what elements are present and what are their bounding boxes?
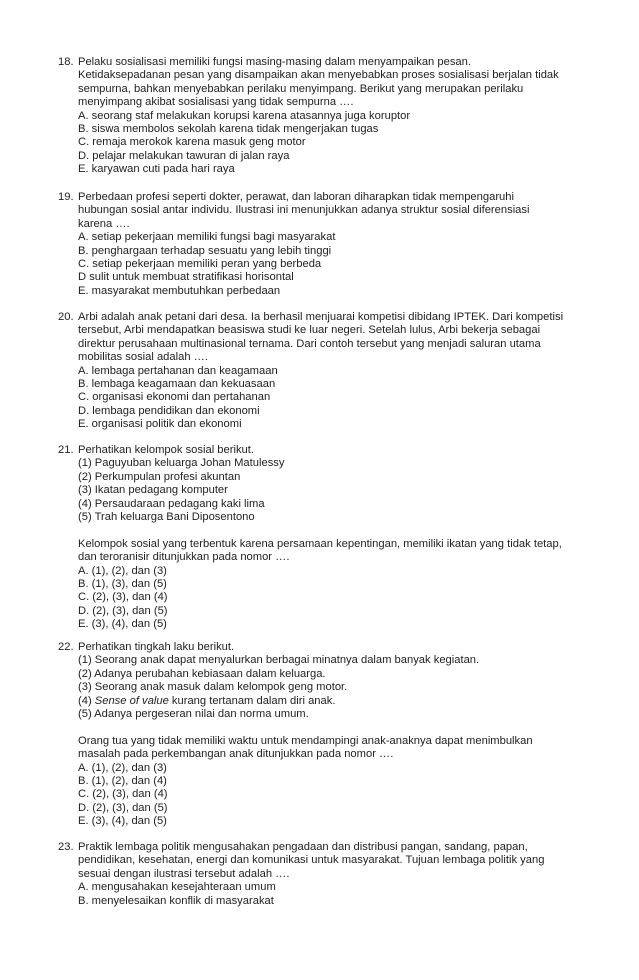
question-22 — [58, 641, 603, 828]
list-item: (5) Adanya pergeseran nilai dan norma umum. — [78, 707, 309, 720]
list-item: (2) Perkumpulan profesi akuntan — [78, 470, 241, 483]
list-item: (5) Trah keluarga Bani Diposentono — [78, 510, 255, 523]
list-item: (1) Seorang anak dapat menyalurkan berbagai minatnya dalam banyak kegiatan. — [78, 654, 480, 667]
italic-term: Sense of value — [94, 694, 169, 707]
question-text: karena …. — [78, 217, 130, 230]
answer-option: B. lembaga keagamaan dan kekuasaan — [78, 377, 276, 390]
question-text: Praktik lembaga politik mengusahakan pengadaan dan distribusi pangan, sandang, papan, — [78, 841, 528, 853]
list-item: (1) Paguyuban keluarga Johan Matulessy — [78, 457, 285, 470]
question-number: 18. — [58, 56, 74, 68]
answer-option: B. (1), (2), dan (4) — [78, 774, 167, 787]
answer-option: E. organisasi politik dan ekonomi — [78, 418, 242, 431]
list-item-prefix: (4) — [78, 694, 95, 707]
question-text: tersebut, Arbi mendapatkan beasiswa studi ke luar negeri. Setelah lulus, Arbi bekerja sebagai — [78, 324, 541, 337]
question-text: sesuai dengan ilustrasi tersebut adalah …. — [78, 867, 290, 880]
answer-option: A. mengusahakan kesejahteraan umum — [78, 881, 276, 894]
answer-option: B. penghargaan terhadap sesuatu yang lebih tinggi — [78, 244, 332, 257]
question-stem: Kelompok sosial yang terbentuk karena persamaan kepentingan, memiliki ikatan yang tidak tetap, — [78, 537, 562, 550]
answer-option: E. karyawan cuti pada hari raya — [78, 163, 235, 176]
answer-option: D. pelajar melakukan tawuran di jalan raya — [78, 149, 290, 162]
list-item: (3) Seorang anak masuk dalam kelompok geng motor. — [78, 681, 348, 694]
answer-option: C. (2), (3), dan (4) — [78, 591, 168, 604]
answer-option: B. menyelesaikan konflik di masyarakat — [78, 894, 274, 907]
answer-option: C. organisasi ekonomi dan pertahanan — [78, 391, 271, 404]
question-19 — [58, 191, 603, 298]
answer-option: C. setiap pekerjaan memiliki peran yang berbeda — [78, 257, 322, 270]
question-stem: masalah pada perkembangan anak ditunjukkan pada nomor …. — [78, 748, 394, 761]
answer-option: A. lembaga pertahanan dan keagamaan — [78, 364, 278, 377]
answer-option: D. (2), (3), dan (5) — [78, 604, 168, 617]
answer-option: C. (2), (3), dan (4) — [78, 788, 168, 801]
answer-option: A. (1), (2), dan (3) — [78, 564, 167, 577]
list-item: (2) Adanya perubahan kebiasaan dalam keluarga. — [78, 667, 326, 680]
question-number: 21. — [58, 444, 74, 456]
list-item: (3) Ikatan pedagang komputer — [78, 484, 228, 497]
question-text: Pelaku sosialisasi memiliki fungsi masing-masing dalam menyampaikan pesan. — [78, 56, 471, 68]
question-text: Arbi adalah anak petani dari desa. Ia berhasil menjuarai kompetisi dibidang IPTEK. Dari kompetisi — [78, 311, 564, 323]
answer-option: C. remaja merokok karena masuk geng motor — [78, 136, 306, 149]
question-number: 20. — [58, 311, 74, 323]
answer-option: D. lembaga pendidikan dan ekonomi — [78, 404, 260, 417]
question-number: 22. — [58, 641, 74, 653]
list-item: (4) Persaudaraan pedagang kaki lima — [78, 497, 265, 510]
question-text: mobilitas sosial adalah …. — [78, 351, 208, 364]
question-20 — [58, 311, 603, 432]
answer-option: E. (3), (4), dan (5) — [78, 815, 167, 828]
list-item — [78, 695, 603, 708]
question-text: menyimpang akibat sosialisasi yang tidak sempurna …. — [78, 96, 354, 109]
question-text: Perhatikan tingkah laku berikut. — [78, 641, 235, 653]
answer-option: D. (2), (3), dan (5) — [78, 801, 168, 814]
answer-option: A. seorang staf melakukan korupsi karena atasannya juga koruptor — [78, 109, 411, 122]
question-18 — [58, 56, 603, 177]
question-stem: dan teroranisir ditunjukkan pada nomor …. — [78, 551, 290, 564]
question-number: 23. — [58, 841, 74, 853]
answer-option: B. siswa membolos sekolah karena tidak mengerjakan tugas — [78, 122, 379, 135]
answer-option: E. masyarakat membutuhkan perbedaan — [78, 284, 281, 297]
question-text: direktur perusahaan multinasional ternama. Dari contoh tersebut yang menjadi saluran utama — [78, 337, 541, 350]
answer-option: A. (1), (2), dan (3) — [78, 761, 167, 774]
question-text: pendidikan, kesehatan, energi dan komunikasi untuk masyarakat. Tujuan lembaga politik yang — [78, 854, 545, 867]
question-text: Perhatikan kelompok sosial berikut. — [78, 444, 254, 456]
question-number: 19. — [58, 191, 74, 203]
answer-option: E. (3), (4), dan (5) — [78, 618, 167, 631]
question-text: Ketidaksepadanan pesan yang disampaikan akan menyebabkan proses sosialisasi berjalan tidak — [78, 69, 559, 82]
question-text: sempurna, bahkan menyebabkan perilaku menyimpang. Berikut yang merupakan perilaku — [78, 82, 524, 95]
list-item-rest: kurang tertanam dalam diri anak. — [168, 694, 336, 707]
question-stem: Orang tua yang tidak memiliki waktu untuk mendampingi anak-anaknya dapat menimbulkan — [78, 734, 533, 747]
answer-option: A. setiap pekerjaan memiliki fungsi bagi masyarakat — [78, 231, 336, 244]
question-text: hubungan sosial antar individu. Ilustrasi ini menunjukkan adanya struktur sosial diferensiasi — [78, 204, 530, 217]
question-text: Perbedaan profesi seperti dokter, perawat, dan laboran diharapkan tidak mempengaruhi — [78, 191, 514, 203]
answer-option: B. (1), (3), dan (5) — [78, 577, 167, 590]
question-21 — [58, 444, 603, 631]
answer-option: D sulit untuk membuat stratifikasi horisontal — [78, 271, 294, 284]
question-23 — [58, 841, 603, 908]
